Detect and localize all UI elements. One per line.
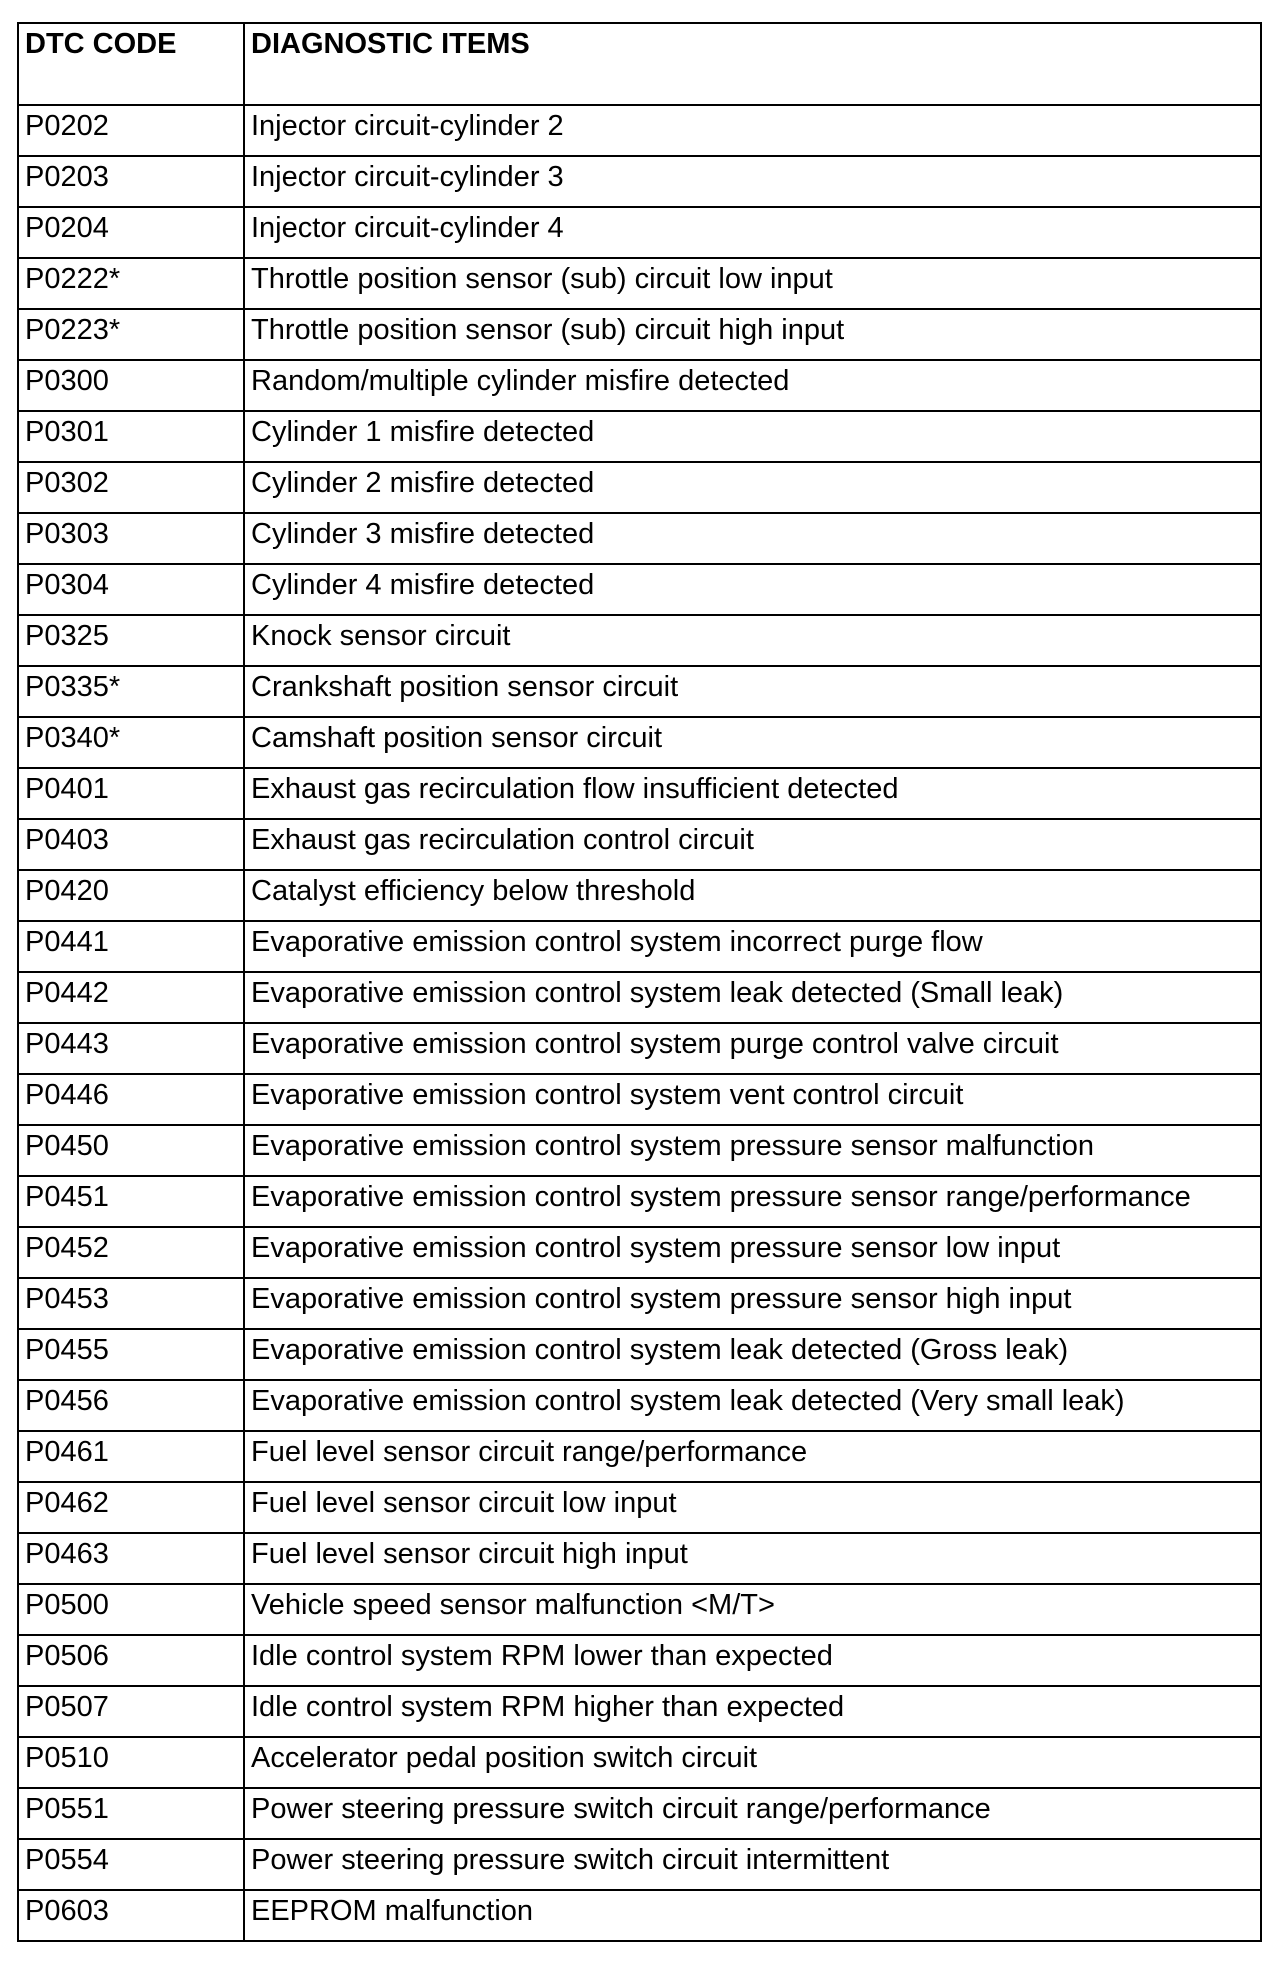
table-row: [18, 1890, 1261, 1941]
diagnostic-item-cell: Injector circuit-cylinder 2: [244, 105, 1261, 156]
table-row: [18, 972, 1261, 1023]
diagnostic-item-cell: Crankshaft position sensor circuit: [244, 666, 1261, 717]
dtc-code-cell: P0603: [18, 1890, 244, 1941]
diagnostic-item-cell: Exhaust gas recirculation control circuit: [244, 819, 1261, 870]
dtc-code-cell: P0462: [18, 1482, 244, 1533]
table-row: [18, 1584, 1261, 1635]
dtc-code-cell: P0450: [18, 1125, 244, 1176]
dtc-code-cell: P0222*: [18, 258, 244, 309]
table-row: [18, 921, 1261, 972]
dtc-code-cell: P0202: [18, 105, 244, 156]
diagnostic-item-cell: Injector circuit-cylinder 3: [244, 156, 1261, 207]
diagnostic-item-cell: Evaporative emission control system purge control valve circuit: [244, 1023, 1261, 1074]
diagnostic-item-cell: Evaporative emission control system leak detected (Very small leak): [244, 1380, 1261, 1431]
table-row: [18, 1635, 1261, 1686]
table-row: [18, 156, 1261, 207]
header-row: [18, 23, 1261, 105]
diagnostic-item-cell: Throttle position sensor (sub) circuit low input: [244, 258, 1261, 309]
diagnostic-item-cell: Idle control system RPM higher than expected: [244, 1686, 1261, 1737]
dtc-code-cell: P0420: [18, 870, 244, 921]
dtc-code-cell: P0507: [18, 1686, 244, 1737]
table-row: [18, 1278, 1261, 1329]
table-row: [18, 1686, 1261, 1737]
table-row: [18, 1737, 1261, 1788]
diagnostic-item-cell: Evaporative emission control system leak detected (Small leak): [244, 972, 1261, 1023]
diagnostic-item-cell: Vehicle speed sensor malfunction <M/T>: [244, 1584, 1261, 1635]
table-row: [18, 1380, 1261, 1431]
dtc-code-cell: P0340*: [18, 717, 244, 768]
table-row: [18, 615, 1261, 666]
table-row: [18, 1533, 1261, 1584]
dtc-code-cell: P0451: [18, 1176, 244, 1227]
diagnostic-item-cell: Throttle position sensor (sub) circuit high input: [244, 309, 1261, 360]
table-row: [18, 1227, 1261, 1278]
dtc-code-cell: P0301: [18, 411, 244, 462]
diagnostic-item-cell: Cylinder 2 misfire detected: [244, 462, 1261, 513]
table-row: [18, 1125, 1261, 1176]
dtc-code-cell: P0304: [18, 564, 244, 615]
diagnostic-item-cell: Cylinder 1 misfire detected: [244, 411, 1261, 462]
dtc-code-cell: P0204: [18, 207, 244, 258]
table-row: [18, 411, 1261, 462]
diagnostic-item-cell: Catalyst efficiency below threshold: [244, 870, 1261, 921]
dtc-code-cell: P0452: [18, 1227, 244, 1278]
table-row: [18, 1839, 1261, 1890]
dtc-code-cell: P0302: [18, 462, 244, 513]
dtc-code-cell: P0510: [18, 1737, 244, 1788]
diagnostic-item-cell: Evaporative emission control system pressure sensor malfunction: [244, 1125, 1261, 1176]
diagnostic-item-cell: Fuel level sensor circuit range/performance: [244, 1431, 1261, 1482]
dtc-code-cell: P0325: [18, 615, 244, 666]
table-row: [18, 1431, 1261, 1482]
table-row: [18, 564, 1261, 615]
table-row: [18, 717, 1261, 768]
dtc-code-cell: P0500: [18, 1584, 244, 1635]
dtc-code-cell: P0441: [18, 921, 244, 972]
diagnostic-item-cell: Evaporative emission control system incorrect purge flow: [244, 921, 1261, 972]
diagnostic-item-cell: Cylinder 4 misfire detected: [244, 564, 1261, 615]
dtc-code-cell: P0203: [18, 156, 244, 207]
diagnostic-item-cell: Idle control system RPM lower than expected: [244, 1635, 1261, 1686]
table-row: [18, 462, 1261, 513]
diagnostic-item-cell: Evaporative emission control system pressure sensor low input: [244, 1227, 1261, 1278]
diagnostic-item-cell: Knock sensor circuit: [244, 615, 1261, 666]
dtc-code-cell: P0506: [18, 1635, 244, 1686]
dtc-code-cell: P0551: [18, 1788, 244, 1839]
dtc-code-cell: P0223*: [18, 309, 244, 360]
diagnostic-item-cell: Power steering pressure switch circuit intermittent: [244, 1839, 1261, 1890]
dtc-code-cell: P0443: [18, 1023, 244, 1074]
table-row: [18, 258, 1261, 309]
table-row: [18, 309, 1261, 360]
header-dtc-code: DTC CODE: [18, 23, 244, 105]
diagnostic-item-cell: Exhaust gas recirculation flow insufficient detected: [244, 768, 1261, 819]
dtc-code-cell: P0300: [18, 360, 244, 411]
table-row: [18, 1482, 1261, 1533]
dtc-code-cell: P0335*: [18, 666, 244, 717]
diagnostic-item-cell: Evaporative emission control system pressure sensor range/performance: [244, 1176, 1261, 1227]
diagnostic-item-cell: Accelerator pedal position switch circuit: [244, 1737, 1261, 1788]
table-row: [18, 1176, 1261, 1227]
table-row: [18, 1329, 1261, 1380]
diagnostic-item-cell: EEPROM malfunction: [244, 1890, 1261, 1941]
table-row: [18, 513, 1261, 564]
dtc-code-cell: P0453: [18, 1278, 244, 1329]
table-row: [18, 768, 1261, 819]
table-row: [18, 1074, 1261, 1125]
dtc-code-cell: P0303: [18, 513, 244, 564]
table-row: [18, 360, 1261, 411]
dtc-table-body: [18, 105, 1261, 1941]
table-row: [18, 105, 1261, 156]
dtc-table-head: [18, 23, 1261, 105]
dtc-code-cell: P0463: [18, 1533, 244, 1584]
diagnostic-item-cell: Injector circuit-cylinder 4: [244, 207, 1261, 258]
table-row: [18, 819, 1261, 870]
table-row: [18, 666, 1261, 717]
dtc-code-cell: P0461: [18, 1431, 244, 1482]
diagnostic-item-cell: Camshaft position sensor circuit: [244, 717, 1261, 768]
dtc-code-cell: P0401: [18, 768, 244, 819]
diagnostic-item-cell: Evaporative emission control system leak detected (Gross leak): [244, 1329, 1261, 1380]
table-row: [18, 207, 1261, 258]
dtc-code-cell: P0403: [18, 819, 244, 870]
dtc-code-cell: P0456: [18, 1380, 244, 1431]
header-diagnostic-items: DIAGNOSTIC ITEMS: [244, 23, 1261, 105]
diagnostic-item-cell: Cylinder 3 misfire detected: [244, 513, 1261, 564]
diagnostic-item-cell: Fuel level sensor circuit low input: [244, 1482, 1261, 1533]
dtc-code-cell: P0455: [18, 1329, 244, 1380]
diagnostic-item-cell: Evaporative emission control system vent control circuit: [244, 1074, 1261, 1125]
table-row: [18, 870, 1261, 921]
diagnostic-item-cell: Random/multiple cylinder misfire detected: [244, 360, 1261, 411]
dtc-code-cell: P0442: [18, 972, 244, 1023]
dtc-code-cell: P0554: [18, 1839, 244, 1890]
dtc-table: [17, 22, 1262, 1942]
dtc-code-cell: P0446: [18, 1074, 244, 1125]
table-row: [18, 1023, 1261, 1074]
diagnostic-item-cell: Power steering pressure switch circuit range/performance: [244, 1788, 1261, 1839]
table-row: [18, 1788, 1261, 1839]
diagnostic-item-cell: Fuel level sensor circuit high input: [244, 1533, 1261, 1584]
diagnostic-item-cell: Evaporative emission control system pressure sensor high input: [244, 1278, 1261, 1329]
